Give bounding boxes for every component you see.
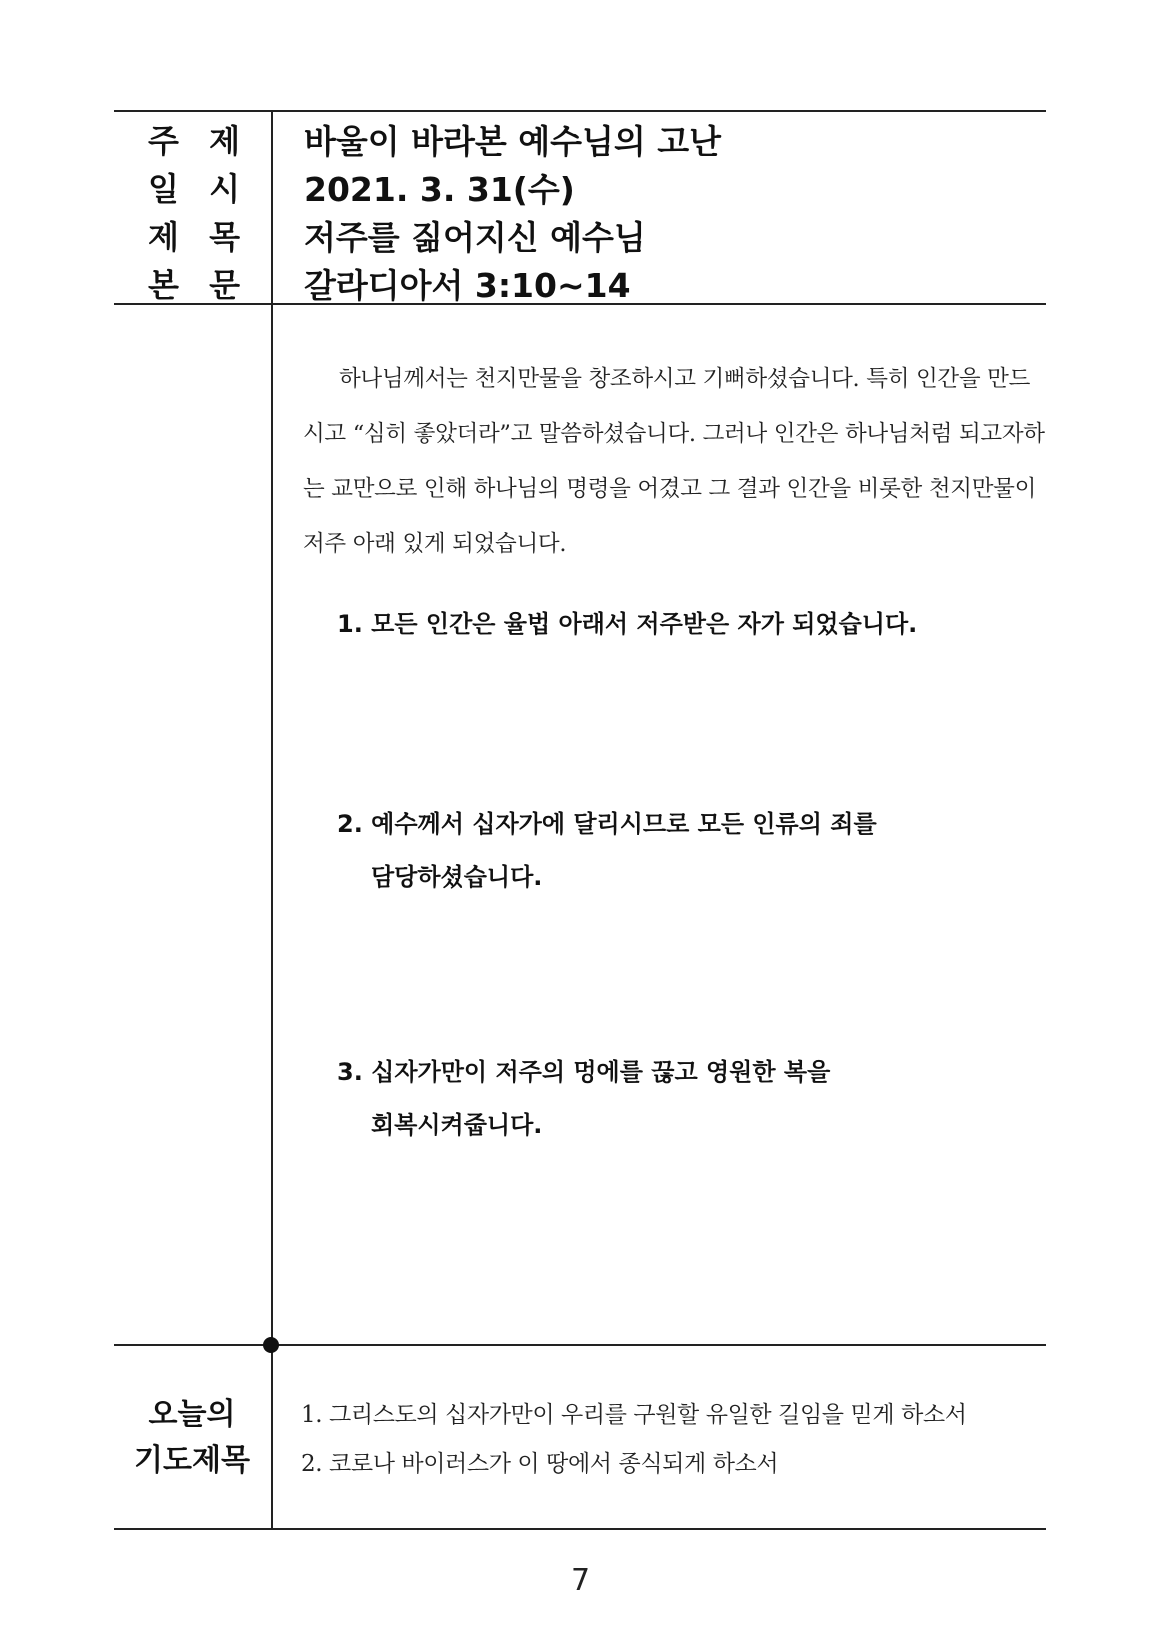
point-line: 3. 십자가만이 저주의 멍에를 끊고 영원한 복을 [337, 1058, 831, 1086]
prayer-top-rule [114, 1344, 1046, 1346]
label-char: 제 [209, 122, 240, 160]
label-char: 문 [209, 266, 240, 304]
prayer-label-line: 기도제목 [134, 1443, 250, 1478]
topic-value: 바울이 바라본 예수님의 고난 [304, 121, 722, 161]
date-value: 2021. 3. 31(수) [304, 169, 575, 209]
label-char: 목 [209, 218, 240, 256]
point-line-continued: 회복시켜줍니다. [371, 1111, 543, 1139]
divider-dot [263, 1337, 279, 1353]
label-topic [148, 116, 240, 162]
title-value: 저주를 짊어지신 예수님 [304, 217, 646, 257]
prayer-label [126, 1392, 258, 1484]
label-char: 시 [209, 170, 240, 208]
top-rule [114, 110, 1046, 112]
point-line-continued: 담당하셨습니다. [371, 863, 543, 891]
prayer-item-1: 1. 그리스도의 십자가만이 우리를 구원할 유일한 길임을 믿게 하소서 [301, 1402, 967, 1428]
label-char: 일 [148, 170, 179, 208]
label-char: 제 [148, 218, 179, 256]
scripture-value: 갈라디아서 3:10~14 [304, 265, 631, 305]
prayer-item-2: 2. 코로나 바이러스가 이 땅에서 종식되게 하소서 [301, 1451, 779, 1477]
label-char: 주 [148, 122, 179, 160]
sermon-point-2 [337, 798, 1037, 904]
sermon-point-3 [337, 1046, 1037, 1152]
sermon-point-1 [337, 598, 1037, 651]
column-divider [271, 110, 273, 1530]
intro-paragraph: 하나님께서는 천지만물을 창조하시고 기뻐하셨습니다. 특히 인간을 만드시고 “심히 좋았더라”고 말씀하셨습니다. 그러나 인간은 하나님처럼 되고자하는 교만으로 인해 하나님의 명령을 어겼고 그 결과 인간을 비롯한 천지만물이 저주 아래 있게 되었습니다. [303, 366, 1045, 557]
point-line: 1. 모든 인간은 율법 아래서 저주받은 자가 되었습니다. [337, 610, 918, 638]
page-number: 7 [570, 1563, 591, 1598]
bottom-rule [114, 1528, 1046, 1530]
label-date [148, 164, 240, 210]
label-title [148, 212, 240, 258]
label-char: 본 [148, 266, 179, 304]
point-line: 2. 예수께서 십자가에 달리시므로 모든 인류의 죄를 [337, 810, 877, 838]
label-scripture [148, 260, 240, 306]
prayer-label-line: 오늘의 [148, 1397, 236, 1432]
